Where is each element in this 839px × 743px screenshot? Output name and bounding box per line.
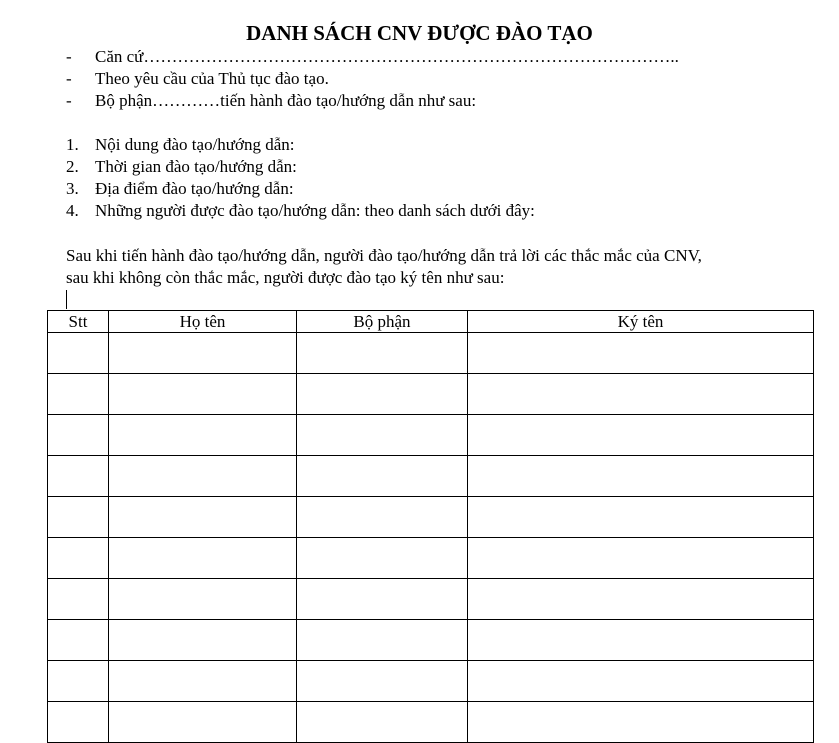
- cell-stt[interactable]: [48, 415, 109, 456]
- cell-name[interactable]: [109, 333, 297, 374]
- bullet-marker: -: [66, 69, 72, 88]
- bullet-list: [66, 46, 679, 112]
- cell-department[interactable]: [297, 456, 468, 497]
- cell-signature[interactable]: [468, 538, 814, 579]
- cell-name[interactable]: [109, 415, 297, 456]
- cell-name[interactable]: [109, 620, 297, 661]
- cell-stt[interactable]: [48, 661, 109, 702]
- cell-name[interactable]: [109, 579, 297, 620]
- cell-department[interactable]: [297, 620, 468, 661]
- cell-department[interactable]: [297, 661, 468, 702]
- cell-stt[interactable]: [48, 538, 109, 579]
- numbered-item: [66, 156, 535, 178]
- document-title: DANH SÁCH CNV ĐƯỢC ĐÀO TẠO: [246, 21, 593, 45]
- table-row: [48, 374, 814, 415]
- cell-stt[interactable]: [48, 702, 109, 743]
- numbered-text-content: Nội dung đào tạo/hướng dẫn:: [95, 135, 295, 154]
- cell-stt[interactable]: [48, 620, 109, 661]
- header-name: Họ tên: [109, 311, 297, 333]
- table-header-row: [48, 311, 814, 333]
- paragraph-line-2: sau khi không còn thắc mắc, người được đào tạo ký tên như sau:: [66, 268, 505, 287]
- table-row: [48, 620, 814, 661]
- cell-signature[interactable]: [468, 579, 814, 620]
- numbered-marker: 3.: [66, 179, 79, 198]
- cell-name[interactable]: [109, 456, 297, 497]
- cell-signature[interactable]: [468, 620, 814, 661]
- bullet-marker: -: [66, 91, 72, 110]
- bullet-text-basis: Căn cứ…………………………………………………………………………………..: [95, 47, 679, 66]
- bullet-text-department: Bộ phận…………tiến hành đào tạo/hướng dẫn như sau:: [95, 91, 477, 110]
- cell-department[interactable]: [297, 374, 468, 415]
- table-row: [48, 538, 814, 579]
- header-stt: Stt: [48, 311, 109, 333]
- header-department: Bộ phận: [297, 311, 468, 333]
- instruction-paragraph: [66, 245, 806, 289]
- cell-signature[interactable]: [468, 333, 814, 374]
- table-row: [48, 702, 814, 743]
- cell-name[interactable]: [109, 702, 297, 743]
- numbered-marker: 1.: [66, 135, 79, 154]
- cell-name[interactable]: [109, 661, 297, 702]
- cell-department[interactable]: [297, 497, 468, 538]
- cell-department[interactable]: [297, 702, 468, 743]
- trainee-table: [47, 310, 814, 743]
- cell-signature[interactable]: [468, 661, 814, 702]
- cell-signature[interactable]: [468, 374, 814, 415]
- numbered-text-participants: Những người được đào tạo/hướng dẫn: theo danh sách dưới đây:: [95, 201, 535, 220]
- numbered-item: [66, 200, 535, 222]
- cell-signature[interactable]: [468, 702, 814, 743]
- cell-department[interactable]: [297, 415, 468, 456]
- numbered-item: [66, 178, 535, 200]
- cell-name[interactable]: [109, 538, 297, 579]
- bullet-item: [66, 68, 679, 90]
- numbered-text-location: Địa điểm đào tạo/hướng dẫn:: [95, 179, 294, 198]
- header-signature: Ký tên: [468, 311, 814, 333]
- table-row: [48, 415, 814, 456]
- cell-stt[interactable]: [48, 374, 109, 415]
- cell-signature[interactable]: [468, 415, 814, 456]
- bullet-text-requirement: Theo yêu cầu của Thủ tục đào tạo.: [95, 69, 329, 88]
- cell-name[interactable]: [109, 497, 297, 538]
- table-row: [48, 661, 814, 702]
- table-row: [48, 333, 814, 374]
- cell-stt[interactable]: [48, 579, 109, 620]
- paragraph-line-1: Sau khi tiến hành đào tạo/hướng dẫn, người đào tạo/hướng dẫn trả lời các thắc mắc của CNV,: [66, 246, 702, 265]
- cell-signature[interactable]: [468, 497, 814, 538]
- numbered-marker: 4.: [66, 201, 79, 220]
- text-cursor[interactable]: [66, 290, 67, 309]
- cell-signature[interactable]: [468, 456, 814, 497]
- bullet-item: [66, 90, 679, 112]
- bullet-marker: -: [66, 47, 72, 66]
- cell-department[interactable]: [297, 538, 468, 579]
- cell-stt[interactable]: [48, 456, 109, 497]
- table-row: [48, 579, 814, 620]
- bullet-item: [66, 46, 679, 68]
- cell-department[interactable]: [297, 579, 468, 620]
- cell-department[interactable]: [297, 333, 468, 374]
- numbered-item: [66, 134, 535, 156]
- numbered-marker: 2.: [66, 157, 79, 176]
- cell-name[interactable]: [109, 374, 297, 415]
- numbered-text-time: Thời gian đào tạo/hướng dẫn:: [95, 157, 297, 176]
- table-row: [48, 456, 814, 497]
- numbered-list: [66, 134, 535, 222]
- cell-stt[interactable]: [48, 497, 109, 538]
- cell-stt[interactable]: [48, 333, 109, 374]
- table-body: [48, 333, 814, 743]
- table-row: [48, 497, 814, 538]
